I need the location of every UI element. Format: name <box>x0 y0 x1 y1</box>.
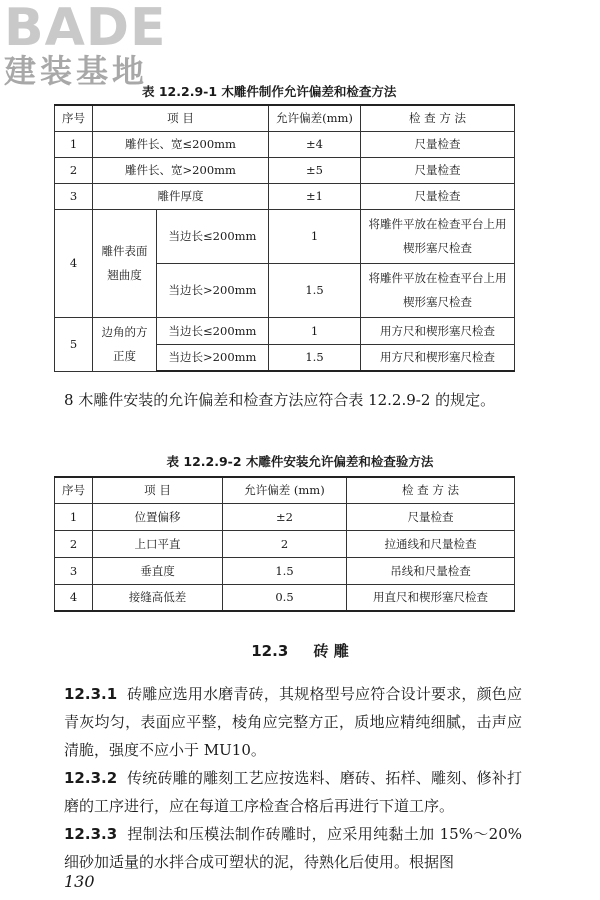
section-number: 12.3 <box>251 642 289 660</box>
clause-12-3-1 <box>64 680 522 764</box>
table2-header-method: 检 查 方 法 <box>347 477 515 503</box>
logo-text-cn: 建装基地 <box>4 52 149 90</box>
row-method: 尺量检查 <box>361 131 515 157</box>
clause-text: 捏制法和压模法制作砖雕时，应采用纯黏土加 15%～20%细砂加适量的水拌合成可塑状的泥，待熟化后使用。根据图 <box>64 825 522 871</box>
row-no: 1 <box>55 503 93 530</box>
row-item: 雕件表面翘曲度 <box>93 209 157 317</box>
row-no: 3 <box>55 557 93 584</box>
row-method: 尺量检查 <box>347 503 515 530</box>
row-method: 将雕件平放在检查平台上用楔形塞尺检查 <box>361 209 515 263</box>
row-tol: ±1 <box>269 183 361 209</box>
table2-header-tol: 允许偏差 (mm) <box>223 477 347 503</box>
table-row <box>55 183 515 209</box>
table2-title: 表 12.2.9-2 木雕件安装允许偏差和检查验方法 <box>166 454 434 469</box>
row-condition: 当边长>200mm <box>157 263 269 317</box>
watermark-logo <box>4 2 167 88</box>
clause-12-3-2 <box>64 764 522 820</box>
table-row <box>55 584 515 611</box>
table1-header-item: 项 目 <box>93 105 269 131</box>
table-row <box>55 209 515 263</box>
row-tol: 1 <box>269 317 361 344</box>
table-row <box>55 317 515 344</box>
paragraph-8: 8 木雕件安装的允许偏差和检查方法应符合表 12.2.9-2 的规定。 <box>64 391 496 409</box>
row-method: 用方尺和楔形塞尺检查 <box>361 317 515 344</box>
table2 <box>54 476 515 612</box>
table2-header-row <box>55 477 515 503</box>
table-row <box>55 157 515 183</box>
row-no: 3 <box>55 183 93 209</box>
clause-number: 12.3.1 <box>64 685 118 703</box>
table2-header-item: 项 目 <box>93 477 223 503</box>
row-method: 吊线和尺量检查 <box>347 557 515 584</box>
row-item: 上口平直 <box>93 530 223 557</box>
table-row <box>55 503 515 530</box>
row-no: 5 <box>55 317 93 371</box>
table-row <box>55 530 515 557</box>
row-item: 位置偏移 <box>93 503 223 530</box>
row-no: 2 <box>55 530 93 557</box>
row-tol: ±2 <box>223 503 347 530</box>
row-tol: ±5 <box>269 157 361 183</box>
row-item: 雕件长、宽>200mm <box>93 157 269 183</box>
row-method: 用直尺和楔形塞尺检查 <box>347 584 515 611</box>
row-tol: ±4 <box>269 131 361 157</box>
table-row <box>55 557 515 584</box>
row-method: 尺量检查 <box>361 183 515 209</box>
row-condition: 当边长≤200mm <box>157 317 269 344</box>
row-tol: 1 <box>269 209 361 263</box>
row-tol: 0.5 <box>223 584 347 611</box>
table1-header-no: 序号 <box>55 105 93 131</box>
row-condition: 当边长≤200mm <box>157 209 269 263</box>
row-no: 1 <box>55 131 93 157</box>
logo-text-en: BADE <box>4 0 167 58</box>
table1 <box>54 104 515 372</box>
section-title: 砖 雕 <box>313 642 349 660</box>
table1-header-method: 检 查 方 法 <box>361 105 515 131</box>
row-item: 垂直度 <box>93 557 223 584</box>
row-item: 接缝高低差 <box>93 584 223 611</box>
row-method: 拉通线和尺量检查 <box>347 530 515 557</box>
row-no: 2 <box>55 157 93 183</box>
row-tol: 2 <box>223 530 347 557</box>
row-condition: 当边长>200mm <box>157 344 269 371</box>
row-no: 4 <box>55 584 93 611</box>
row-item: 边角的方正度 <box>93 317 157 371</box>
row-tol: 1.5 <box>269 263 361 317</box>
row-tol: 1.5 <box>223 557 347 584</box>
clause-text: 传统砖雕的雕刻工艺应按选料、磨砖、拓样、雕刻、修补打磨的工序进行，应在每道工序检查合格后再进行下道工序。 <box>64 769 522 815</box>
row-method: 尺量检查 <box>361 157 515 183</box>
clause-12-3-3 <box>64 820 522 876</box>
row-item: 雕件长、宽≤200mm <box>93 131 269 157</box>
table1-title: 表 12.2.9-1 木雕件制作允许偏差和检查方法 <box>142 84 397 99</box>
clause-text: 砖雕应选用水磨青砖，其规格型号应符合设计要求，颜色应青灰均匀，表面应平整，棱角应完整方正，质地应精纯细腻，击声应清脆，强度不应小于 MU10。 <box>64 685 522 759</box>
row-no: 4 <box>55 209 93 317</box>
clause-number: 12.3.3 <box>64 825 118 843</box>
row-method: 将雕件平放在检查平台上用楔形塞尺检查 <box>361 263 515 317</box>
row-method: 用方尺和楔形塞尺检查 <box>361 344 515 371</box>
table1-header-tol: 允许偏差(mm) <box>269 105 361 131</box>
table2-header-no: 序号 <box>55 477 93 503</box>
table-row <box>55 131 515 157</box>
row-tol: 1.5 <box>269 344 361 371</box>
clause-number: 12.3.2 <box>64 769 118 787</box>
table1-header-row <box>55 105 515 131</box>
section-heading <box>0 640 600 661</box>
row-item: 雕件厚度 <box>93 183 269 209</box>
page-number: 130 <box>64 872 95 891</box>
